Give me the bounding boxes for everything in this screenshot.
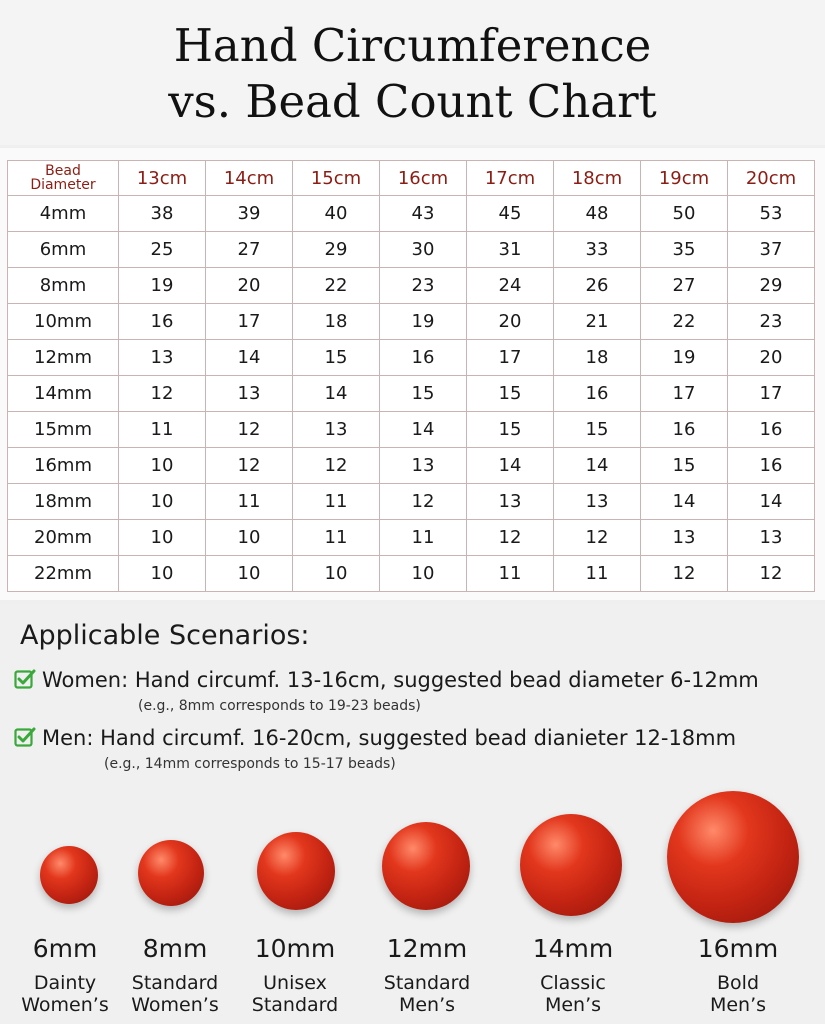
table-cell: 11 xyxy=(467,556,554,592)
men-scenario-text: Men: Hand circumf. 16-20cm, suggested bead dianieter 12-18mm xyxy=(42,726,737,750)
table-cell: 16 xyxy=(380,340,467,376)
table-cell: 22 xyxy=(293,268,380,304)
table-cell: 15 xyxy=(293,340,380,376)
table-cell: 12 xyxy=(641,556,728,592)
row-header: 18mm xyxy=(8,484,119,520)
table-cell: 11 xyxy=(380,520,467,556)
bead-count-table xyxy=(7,160,815,592)
table-cell: 13 xyxy=(206,376,293,412)
table-cell: 16 xyxy=(641,412,728,448)
row-header: 22mm xyxy=(8,556,119,592)
table-cell: 10 xyxy=(119,484,206,520)
column-header: 15cm xyxy=(293,161,380,196)
table-cell: 10 xyxy=(119,556,206,592)
row-header: 6mm xyxy=(8,232,119,268)
table-cell: 10 xyxy=(380,556,467,592)
table-row xyxy=(8,232,815,268)
table-cell: 16 xyxy=(728,412,815,448)
row-header: 20mm xyxy=(8,520,119,556)
table-cell: 20 xyxy=(728,340,815,376)
table-cell: 13 xyxy=(467,484,554,520)
table-cell: 23 xyxy=(380,268,467,304)
table-row xyxy=(8,268,815,304)
table-cell: 14 xyxy=(554,448,641,484)
table-cell: 37 xyxy=(728,232,815,268)
bead-size: 14mm xyxy=(532,934,614,963)
column-header: 17cm xyxy=(467,161,554,196)
table-cell: 38 xyxy=(119,196,206,232)
table-cell: 17 xyxy=(728,376,815,412)
corner-header xyxy=(8,161,119,196)
table-panel xyxy=(0,148,825,600)
bead-desc-1: Standard xyxy=(131,972,219,994)
women-scenario-text: Women: Hand circumf. 13-16cm, suggested bead diameter 6-12mm xyxy=(42,668,759,692)
table-cell: 12 xyxy=(206,448,293,484)
scenarios-section xyxy=(0,604,825,1024)
title-line-2: vs. Bead Count Chart xyxy=(168,75,657,128)
bead-8mm-image xyxy=(138,840,204,906)
column-header: 16cm xyxy=(380,161,467,196)
row-header: 14mm xyxy=(8,376,119,412)
table-row xyxy=(8,340,815,376)
bead-size: 12mm xyxy=(386,934,468,963)
men-scenario-note: (e.g., 14mm corresponds to 15-17 beads) xyxy=(104,756,396,772)
row-header: 10mm xyxy=(8,304,119,340)
table-cell: 29 xyxy=(728,268,815,304)
table-cell: 16 xyxy=(728,448,815,484)
table-cell: 12 xyxy=(293,448,380,484)
table-cell: 13 xyxy=(293,412,380,448)
table-cell: 14 xyxy=(728,484,815,520)
row-header: 16mm xyxy=(8,448,119,484)
page-title xyxy=(0,0,825,130)
bead-desc-2: Women’s xyxy=(131,994,219,1016)
table-cell: 17 xyxy=(206,304,293,340)
table-cell: 31 xyxy=(467,232,554,268)
table-cell: 33 xyxy=(554,232,641,268)
bead-16mm-image xyxy=(667,791,799,923)
bead-desc-2: Men’s xyxy=(398,994,456,1016)
table-cell: 15 xyxy=(554,412,641,448)
row-header: 12mm xyxy=(8,340,119,376)
table-cell: 11 xyxy=(293,520,380,556)
table-cell: 12 xyxy=(119,376,206,412)
bead-size: 16mm xyxy=(697,934,779,963)
table-cell: 17 xyxy=(641,376,728,412)
table-row xyxy=(8,412,815,448)
women-scenario xyxy=(14,668,759,692)
table-cell: 26 xyxy=(554,268,641,304)
scenarios-heading: Applicable Scenarios: xyxy=(20,620,310,651)
bead-desc-2: Men’s xyxy=(544,994,602,1016)
table-cell: 25 xyxy=(119,232,206,268)
table-cell: 13 xyxy=(119,340,206,376)
bead-12mm-image xyxy=(382,822,470,910)
row-header: 4mm xyxy=(8,196,119,232)
table-cell: 17 xyxy=(467,340,554,376)
table-cell: 48 xyxy=(554,196,641,232)
table-cell: 21 xyxy=(554,304,641,340)
header xyxy=(0,0,825,145)
table-cell: 19 xyxy=(119,268,206,304)
row-header: 8mm xyxy=(8,268,119,304)
table-cell: 13 xyxy=(641,520,728,556)
table-cell: 12 xyxy=(206,412,293,448)
table-cell: 16 xyxy=(554,376,641,412)
bead-label xyxy=(120,934,230,1016)
table-cell: 11 xyxy=(293,484,380,520)
bead-desc-2: Women’s xyxy=(21,994,109,1016)
table-cell: 27 xyxy=(641,268,728,304)
table-row xyxy=(8,304,815,340)
table-cell: 12 xyxy=(728,556,815,592)
table-cell: 53 xyxy=(728,196,815,232)
bead-label xyxy=(10,934,120,1016)
table-row xyxy=(8,520,815,556)
table-cell: 15 xyxy=(641,448,728,484)
table-cell: 11 xyxy=(206,484,293,520)
bead-desc-2: Men’s xyxy=(709,994,767,1016)
table-cell: 10 xyxy=(206,520,293,556)
table-cell: 29 xyxy=(293,232,380,268)
table-cell: 15 xyxy=(467,412,554,448)
table-cell: 14 xyxy=(293,376,380,412)
table-row xyxy=(8,448,815,484)
table-cell: 12 xyxy=(380,484,467,520)
table-cell: 14 xyxy=(206,340,293,376)
women-scenario-note: (e.g., 8mm corresponds to 19-23 beads) xyxy=(138,698,421,714)
bead-desc-1: Bold xyxy=(717,972,759,994)
table-cell: 20 xyxy=(467,304,554,340)
table-cell: 11 xyxy=(119,412,206,448)
column-header: 14cm xyxy=(206,161,293,196)
corner-header-line-1: Bead xyxy=(45,163,81,179)
table-cell: 39 xyxy=(206,196,293,232)
table-cell: 11 xyxy=(554,556,641,592)
bead-10mm-image xyxy=(257,832,335,910)
column-header: 13cm xyxy=(119,161,206,196)
table-cell: 43 xyxy=(380,196,467,232)
table-cell: 13 xyxy=(728,520,815,556)
bead-desc-1: Classic xyxy=(540,972,606,994)
table-cell: 14 xyxy=(467,448,554,484)
table-cell: 14 xyxy=(641,484,728,520)
bead-size: 10mm xyxy=(254,934,336,963)
bead-6mm-image xyxy=(40,846,98,904)
bead-size: 6mm xyxy=(32,934,98,963)
bead-size: 8mm xyxy=(142,934,208,963)
table-cell: 30 xyxy=(380,232,467,268)
corner-header-line-2: Diameter xyxy=(30,177,96,193)
table-cell: 12 xyxy=(467,520,554,556)
checkbox-icon xyxy=(14,668,36,690)
table-cell: 16 xyxy=(119,304,206,340)
bead-desc-1: Standard xyxy=(383,972,471,994)
table-cell: 13 xyxy=(554,484,641,520)
bead-14mm-image xyxy=(520,814,622,916)
table-cell: 18 xyxy=(293,304,380,340)
bead-label xyxy=(518,934,628,1016)
table-cell: 10 xyxy=(206,556,293,592)
table-cell: 14 xyxy=(380,412,467,448)
bead-desc-1: Dainty xyxy=(33,972,97,994)
table-cell: 35 xyxy=(641,232,728,268)
row-header: 15mm xyxy=(8,412,119,448)
bead-label xyxy=(372,934,482,1016)
table-cell: 10 xyxy=(119,520,206,556)
bead-label xyxy=(240,934,350,1016)
men-scenario xyxy=(14,726,736,750)
column-header: 19cm xyxy=(641,161,728,196)
table-row xyxy=(8,484,815,520)
table-cell: 19 xyxy=(641,340,728,376)
bead-desc-1: Unisex xyxy=(263,972,327,994)
checkbox-icon xyxy=(14,726,36,748)
table-cell: 22 xyxy=(641,304,728,340)
table-cell: 45 xyxy=(467,196,554,232)
column-header: 20cm xyxy=(728,161,815,196)
table-row xyxy=(8,376,815,412)
table-row xyxy=(8,196,815,232)
title-line-1: Hand Circumference xyxy=(173,19,652,72)
table-cell: 15 xyxy=(380,376,467,412)
table-cell: 18 xyxy=(554,340,641,376)
bead-label xyxy=(683,934,793,1016)
table-body xyxy=(8,196,815,592)
table-cell: 10 xyxy=(119,448,206,484)
table-cell: 40 xyxy=(293,196,380,232)
bead-desc-2: Standard xyxy=(251,994,339,1016)
table-cell: 10 xyxy=(293,556,380,592)
table-cell: 15 xyxy=(467,376,554,412)
table-cell: 20 xyxy=(206,268,293,304)
column-header: 18cm xyxy=(554,161,641,196)
table-cell: 24 xyxy=(467,268,554,304)
table-cell: 19 xyxy=(380,304,467,340)
table-row xyxy=(8,556,815,592)
table-cell: 13 xyxy=(380,448,467,484)
table-cell: 27 xyxy=(206,232,293,268)
table-cell: 23 xyxy=(728,304,815,340)
table-header-row xyxy=(8,161,815,196)
table-cell: 12 xyxy=(554,520,641,556)
table-cell: 50 xyxy=(641,196,728,232)
